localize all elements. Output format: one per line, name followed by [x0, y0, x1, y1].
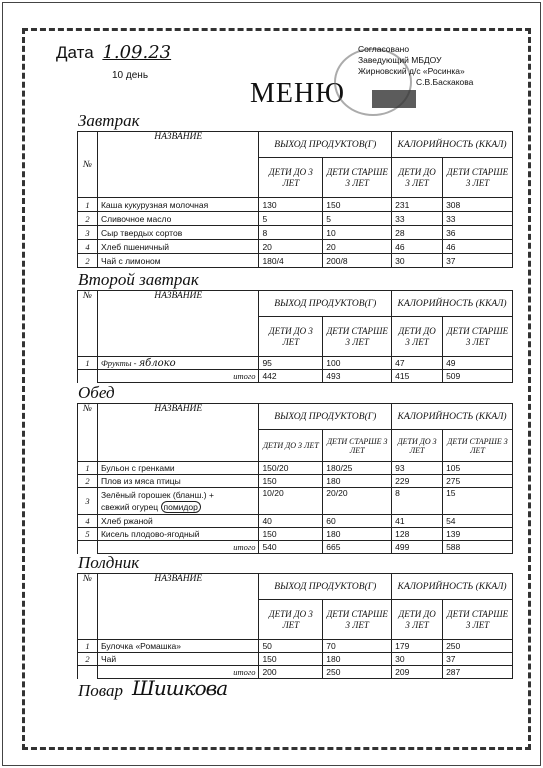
dish-name: Сыр твердых сортов [97, 226, 258, 240]
output-over3: 180 [323, 528, 392, 541]
signature-mark [372, 90, 416, 108]
section-title-breakfast: Завтрак [78, 111, 140, 130]
cal-under3: 179 [392, 640, 443, 653]
table-breakfast [77, 131, 513, 268]
cal-over3: 54 [443, 515, 513, 528]
cal-over3: 37 [443, 653, 513, 666]
table-second-breakfast [77, 290, 513, 383]
total-label: итого [97, 370, 258, 383]
cal-under3: 47 [392, 357, 443, 370]
col-under3: ДЕТИ ДО 3 ЛЕТ [392, 600, 443, 640]
cook-label: Повар [78, 681, 124, 700]
empty-cell [78, 370, 98, 383]
date-line [56, 42, 171, 63]
col-over3: ДЕТИ СТАРШЕ 3 ЛЕТ [443, 430, 513, 462]
col-name: НАЗВАНИЕ [97, 291, 258, 357]
col-calories: КАЛОРИЙНОСТЬ (ККАЛ) [392, 574, 513, 600]
col-under3: ДЕТИ ДО 3 ЛЕТ [259, 158, 323, 198]
output-over3: 20 [323, 240, 392, 254]
output-under3: 20 [259, 240, 323, 254]
output-over3: 5 [323, 212, 392, 226]
dish-name: Булочка «Ромашка» [97, 640, 258, 653]
cook-signature: Шишкова [132, 676, 228, 700]
date-label: Дата [56, 43, 94, 62]
col-no: № [78, 291, 98, 357]
col-name: НАЗВАНИЕ [97, 574, 258, 640]
col-output: ВЫХОД ПРОДУКТОВ(Г) [259, 291, 392, 317]
col-calories: КАЛОРИЙНОСТЬ (ККАЛ) [392, 291, 513, 317]
table-row [78, 226, 513, 240]
dish-name-line2 [101, 501, 255, 513]
row-no: 1 [78, 198, 98, 212]
cal-under3: 128 [392, 528, 443, 541]
row-no: 5 [78, 528, 98, 541]
output-over3: 200/8 [323, 254, 392, 268]
table-row [78, 528, 513, 541]
output-over3: 70 [323, 640, 392, 653]
cal-over3: 37 [443, 254, 513, 268]
cal-under3: 33 [392, 212, 443, 226]
dish-name: Сливочное масло [97, 212, 258, 226]
table-row [78, 254, 513, 268]
col-under3: ДЕТИ ДО 3 ЛЕТ [392, 158, 443, 198]
cal-over3: 139 [443, 528, 513, 541]
cal-over3: 105 [443, 462, 513, 475]
table-row [78, 475, 513, 488]
col-over3: ДЕТИ СТАРШЕ 3 ЛЕТ [443, 600, 513, 640]
cal-over3: 15 [443, 488, 513, 515]
table-row [78, 212, 513, 226]
output-under3: 50 [259, 640, 323, 653]
col-under3: ДЕТИ ДО 3 ЛЕТ [392, 430, 443, 462]
table-row [78, 240, 513, 254]
total-output-over3: 493 [323, 370, 392, 383]
cal-under3: 229 [392, 475, 443, 488]
day-label: 10 день [112, 70, 149, 81]
total-label: итого [97, 666, 258, 679]
output-under3: 150 [259, 475, 323, 488]
dish-name: Бульон с гренками [97, 462, 258, 475]
output-under3: 150 [259, 653, 323, 666]
table-row [78, 198, 513, 212]
total-row [78, 370, 513, 383]
col-over3: ДЕТИ СТАРШЕ 3 ЛЕТ [443, 317, 513, 357]
output-under3: 40 [259, 515, 323, 528]
dish-name: Плов из мяса птицы [97, 475, 258, 488]
dish-name: Хлеб пшеничный [97, 240, 258, 254]
col-calories: КАЛОРИЙНОСТЬ (ККАЛ) [392, 404, 513, 430]
output-under3: 95 [259, 357, 323, 370]
col-name: НАЗВАНИЕ [97, 132, 258, 198]
total-output-under3: 540 [259, 541, 323, 554]
output-under3: 180/4 [259, 254, 323, 268]
output-over3: 10 [323, 226, 392, 240]
table-row [78, 515, 513, 528]
page-title: МЕНЮ [250, 78, 345, 109]
dish-name-text: Фрукты - [100, 357, 137, 368]
cal-over3: 49 [443, 357, 513, 370]
total-output-over3: 250 [323, 666, 392, 679]
total-cal-over3: 509 [443, 370, 513, 383]
approval-line: Согласовано [358, 44, 410, 54]
col-over3: ДЕТИ СТАРШЕ 3 ЛЕТ [443, 158, 513, 198]
output-under3: 130 [259, 198, 323, 212]
cal-over3: 46 [443, 240, 513, 254]
section-title-snack: Полдник [78, 553, 140, 572]
cal-over3: 275 [443, 475, 513, 488]
empty-cell [78, 541, 98, 554]
row-no: 2 [78, 475, 98, 488]
cal-under3: 8 [392, 488, 443, 515]
date-value: 1.09.23 [102, 42, 172, 63]
col-no: № [78, 404, 98, 462]
cal-over3: 33 [443, 212, 513, 226]
section-title-lunch: Обед [78, 383, 115, 402]
dish-name: Хлеб ржаной [97, 515, 258, 528]
row-no: 2 [78, 653, 98, 666]
cal-under3: 46 [392, 240, 443, 254]
dish-name-part: свежий огурец [100, 502, 159, 512]
col-under3: ДЕТИ ДО 3 ЛЕТ [259, 317, 323, 357]
section-title-second-breakfast: Второй завтрак [78, 270, 199, 289]
col-under3: ДЕТИ ДО 3 ЛЕТ [259, 600, 323, 640]
output-over3: 180 [323, 653, 392, 666]
col-under3: ДЕТИ ДО 3 ЛЕТ [259, 430, 323, 462]
row-no: 3 [78, 488, 98, 515]
dish-name: Чай [97, 653, 258, 666]
output-under3: 8 [259, 226, 323, 240]
col-no: № [78, 574, 98, 640]
output-over3: 150 [323, 198, 392, 212]
col-output: ВЫХОД ПРОДУКТОВ(Г) [259, 404, 392, 430]
row-no: 4 [78, 240, 98, 254]
table-row [78, 357, 513, 370]
total-cal-under3: 499 [392, 541, 443, 554]
total-cal-under3: 209 [392, 666, 443, 679]
cal-under3: 30 [392, 653, 443, 666]
table-row [78, 653, 513, 666]
total-cal-over3: 588 [443, 541, 513, 554]
col-over3: ДЕТИ СТАРШЕ 3 ЛЕТ [323, 317, 392, 357]
output-under3: 10/20 [259, 488, 323, 515]
col-over3: ДЕТИ СТАРШЕ 3 ЛЕТ [323, 600, 392, 640]
total-label: итого [97, 541, 258, 554]
cal-under3: 41 [392, 515, 443, 528]
row-no: 2 [78, 212, 98, 226]
cal-over3: 36 [443, 226, 513, 240]
approval-line: Жирновский д/с «Росинка» [358, 66, 465, 76]
row-no: 1 [78, 640, 98, 653]
row-no: 3 [78, 226, 98, 240]
output-under3: 150 [259, 528, 323, 541]
output-over3: 100 [323, 357, 392, 370]
output-over3: 180/25 [323, 462, 392, 475]
table-row [78, 640, 513, 653]
approval-line: С.В.Баскакова [416, 77, 474, 87]
row-no: 1 [78, 462, 98, 475]
cal-under3: 28 [392, 226, 443, 240]
output-under3: 5 [259, 212, 323, 226]
dish-name: Кисель плодово-ягодный [97, 528, 258, 541]
dish-name-handwritten: яблоко [138, 357, 176, 369]
row-no: 1 [78, 357, 98, 370]
row-no: 4 [78, 515, 98, 528]
output-under3: 150/20 [259, 462, 323, 475]
total-cal-under3: 415 [392, 370, 443, 383]
cal-over3: 308 [443, 198, 513, 212]
cal-under3: 231 [392, 198, 443, 212]
table-row [78, 462, 513, 475]
cal-under3: 30 [392, 254, 443, 268]
col-over3: ДЕТИ СТАРШЕ 3 ЛЕТ [323, 158, 392, 198]
output-over3: 20/20 [323, 488, 392, 515]
table-snack [77, 573, 513, 679]
dish-name [97, 488, 258, 515]
table-lunch [77, 403, 513, 554]
cal-over3: 250 [443, 640, 513, 653]
table-row [78, 488, 513, 515]
total-row [78, 541, 513, 554]
col-no: № [78, 132, 98, 198]
output-over3: 60 [323, 515, 392, 528]
col-over3: ДЕТИ СТАРШЕ 3 ЛЕТ [323, 430, 392, 462]
dish-name: Чай с лимоном [97, 254, 258, 268]
dish-name [97, 357, 258, 370]
cal-under3: 93 [392, 462, 443, 475]
col-output: ВЫХОД ПРОДУКТОВ(Г) [259, 574, 392, 600]
dish-name: Каша кукурузная молочная [97, 198, 258, 212]
total-output-under3: 442 [259, 370, 323, 383]
dish-name-circled: помидор [161, 501, 201, 513]
total-cal-over3: 287 [443, 666, 513, 679]
total-output-under3: 200 [259, 666, 323, 679]
col-calories: КАЛОРИЙНОСТЬ (ККАЛ) [392, 132, 513, 158]
approval-block [358, 44, 473, 88]
dish-name-line1: Зелёный горошек (бланш.) + [100, 490, 214, 500]
col-name: НАЗВАНИЕ [97, 404, 258, 462]
total-output-over3: 665 [323, 541, 392, 554]
col-under3: ДЕТИ ДО 3 ЛЕТ [392, 317, 443, 357]
output-over3: 180 [323, 475, 392, 488]
row-no: 2 [78, 254, 98, 268]
approval-line: Заведующий МБДОУ [358, 55, 442, 65]
col-output: ВЫХОД ПРОДУКТОВ(Г) [259, 132, 392, 158]
empty-cell [78, 666, 98, 679]
